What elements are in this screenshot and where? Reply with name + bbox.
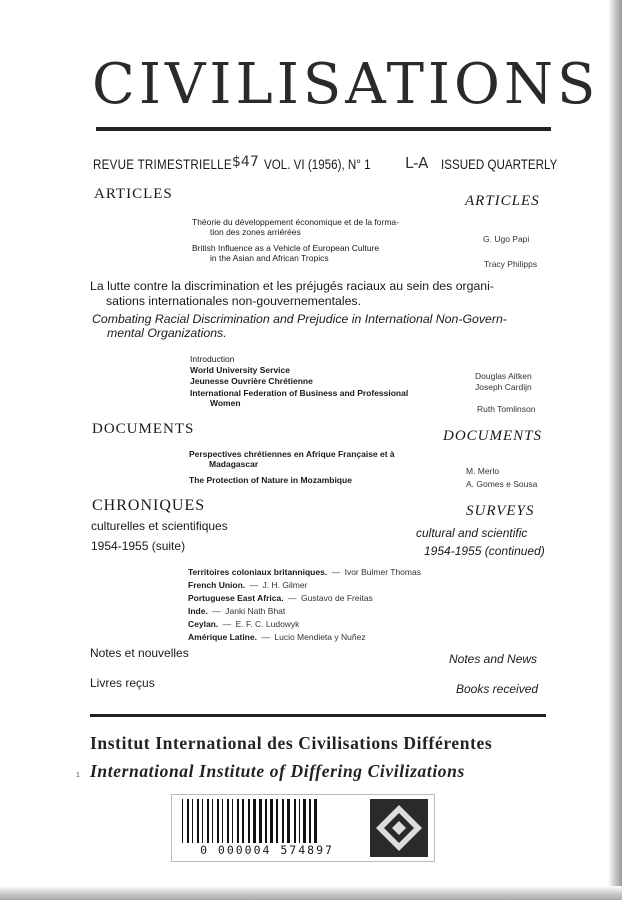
- chroniques-years-fr: 1954-1955 (suite): [91, 539, 186, 553]
- chroniques-list: [188, 565, 421, 643]
- chronique-4-title: Inde.: [188, 606, 208, 616]
- articles-heading-fr: ARTICLES: [94, 186, 173, 202]
- scan-edge-right: [608, 0, 622, 900]
- barcode-bar: [294, 799, 296, 843]
- chronique-1-title: Territoires coloniaux britanniques.: [188, 567, 328, 577]
- barcode-bar: [192, 799, 193, 843]
- chroniques-heading-en: SURVEYS: [466, 503, 535, 519]
- chronique-4-author: Janki Nath Bhat: [225, 606, 286, 616]
- logo-pattern-icon: [370, 799, 428, 857]
- books-en: Books received: [456, 682, 539, 696]
- barcode-bar: [270, 799, 273, 843]
- article-2-title-line-2: in the Asian and African Tropics: [210, 253, 329, 263]
- chronique-6-title: Amérique Latine.: [188, 632, 257, 642]
- subtitle-right: ISSUED QUARTERLY: [441, 157, 558, 172]
- document-1-title-line-2: Madagascar: [209, 459, 259, 469]
- barcode-bar: [253, 799, 256, 843]
- article-1-author: G. Ugo Papi: [483, 234, 530, 244]
- chroniques-sub-fr: culturelles et scientifiques: [91, 519, 228, 533]
- barcode-bar: [217, 799, 219, 843]
- barcode-bar: [259, 799, 262, 843]
- barcode-bar: [242, 799, 244, 843]
- article-2-title-line-1: British Influence as a Vehicle of European Culture: [192, 243, 380, 253]
- barcode-bar: [299, 799, 300, 843]
- chronique-6-author: Lucio Mendieta y Nuñez: [274, 632, 366, 642]
- barcode-bar: [265, 799, 267, 843]
- list-item: [188, 630, 421, 643]
- barcode-bar: [282, 799, 284, 843]
- chronique-1-sep: —: [331, 567, 341, 577]
- barcode-bar: [303, 799, 306, 843]
- chronique-5-author: E. F. C. Ludowyk: [235, 619, 300, 629]
- chronique-6-sep: —: [261, 632, 270, 642]
- subitem-introduction: Introduction: [190, 354, 235, 364]
- document-2-author: A. Gomes e Sousa: [466, 479, 538, 489]
- article-1-title-line-2: tion des zones arriérées: [210, 227, 301, 237]
- subitem-federation-line-2: Women: [210, 398, 241, 408]
- chronique-5-sep: —: [222, 619, 232, 629]
- handwritten-note-1: $47: [232, 154, 259, 170]
- subtitle-volume: VOL. VI (1956), N° 1: [264, 157, 371, 172]
- title-rule: [96, 127, 551, 131]
- publisher-en: International Institute of Differing Civilizations: [90, 761, 465, 781]
- barcode-bar: [227, 799, 229, 843]
- barcode-bar: [276, 799, 278, 843]
- list-item: [188, 617, 421, 630]
- subitem-author-cardijn: Joseph Cardijn: [475, 382, 532, 392]
- notes-en: Notes and News: [449, 652, 538, 666]
- barcode-bar: [237, 799, 239, 843]
- feature-fr-line-2: sations internationales non-gouvernementales.: [106, 294, 361, 308]
- chronique-4-sep: —: [212, 606, 221, 616]
- scan-edge-bottom: [0, 886, 622, 900]
- margin-mark: 1: [76, 772, 80, 779]
- chronique-5-title: Ceylan.: [188, 619, 219, 629]
- subitem-world-university-service: World University Service: [190, 365, 290, 375]
- publisher-fr: Institut International des Civilisations Différentes: [90, 733, 493, 753]
- barcode-bars: [180, 799, 370, 847]
- subitem-author-tomlinson: Ruth Tomlinson: [477, 404, 536, 414]
- article-2-author: Tracy Philipps: [484, 259, 538, 269]
- document-1-author: M. Merlo: [466, 466, 500, 476]
- subtitle-left: REVUE TRIMESTRIELLE: [93, 157, 232, 172]
- feature-fr-line-1: La lutte contre la discrimination et les préjugés raciaux au sein des organi-: [90, 279, 494, 293]
- chronique-3-title: Portuguese East Africa.: [188, 593, 284, 603]
- chroniques-heading-fr: CHRONIQUES: [92, 497, 206, 514]
- barcode-bar: [222, 799, 223, 843]
- barcode-number: 0 000004 574897: [200, 843, 334, 857]
- chronique-3-sep: —: [288, 593, 297, 603]
- barcode-bar: [182, 799, 183, 843]
- barcode-bar: [232, 799, 233, 843]
- chronique-2-title: French Union.: [188, 580, 246, 590]
- books-fr: Livres reçus: [90, 676, 155, 690]
- documents-heading-en: DOCUMENTS: [443, 428, 543, 444]
- subitem-federation-line-1: International Federation of Business and Professional: [190, 388, 409, 398]
- articles-heading-en: ARTICLES: [465, 193, 540, 209]
- documents-heading-fr: DOCUMENTS: [92, 421, 195, 437]
- chronique-1-author: Ivor Bulmer Thomas: [344, 567, 421, 577]
- list-item: [188, 565, 421, 578]
- barcode-bar: [187, 799, 189, 843]
- subitem-author-aitken: Douglas Aitken: [475, 371, 532, 381]
- handwritten-note-2: L-A: [405, 154, 429, 172]
- chroniques-years-en: 1954-1955 (continued): [424, 544, 545, 558]
- journal-title: CIVILISATIONS: [92, 52, 600, 117]
- feature-en-line-2: mental Organizations.: [107, 326, 227, 340]
- barcode-bar: [309, 799, 311, 843]
- barcode-bar: [197, 799, 199, 843]
- notes-fr: Notes et nouvelles: [90, 646, 189, 660]
- library-logo: [370, 799, 428, 857]
- list-item: [188, 578, 421, 591]
- barcode-bar: [314, 799, 317, 843]
- feature-en-line-1: Combating Racial Discrimination and Prejudice in International Non-Govern-: [92, 312, 507, 326]
- barcode-bar: [202, 799, 203, 843]
- chroniques-sub-en: cultural and scientific: [416, 526, 528, 540]
- chronique-3-author: Gustavo de Freitas: [300, 593, 373, 603]
- barcode-bar: [207, 799, 209, 843]
- document-2-title: The Protection of Nature in Mozambique: [189, 475, 352, 485]
- chronique-2-sep: —: [249, 580, 259, 590]
- footer-rule: [90, 714, 546, 717]
- chronique-2-author: J. H. Gilmer: [262, 580, 308, 590]
- barcode-bar: [248, 799, 250, 843]
- document-1-title-line-1: Perspectives chrétiennes en Afrique Française et à: [189, 449, 395, 459]
- barcode-bar: [212, 799, 213, 843]
- subitem-joc: Jeunesse Ouvrière Chrétienne: [190, 376, 313, 386]
- barcode-bar: [287, 799, 290, 843]
- article-1-title-line-1: Théorie du développement économique et de la forma-: [192, 217, 399, 227]
- barcode-label: [171, 794, 435, 862]
